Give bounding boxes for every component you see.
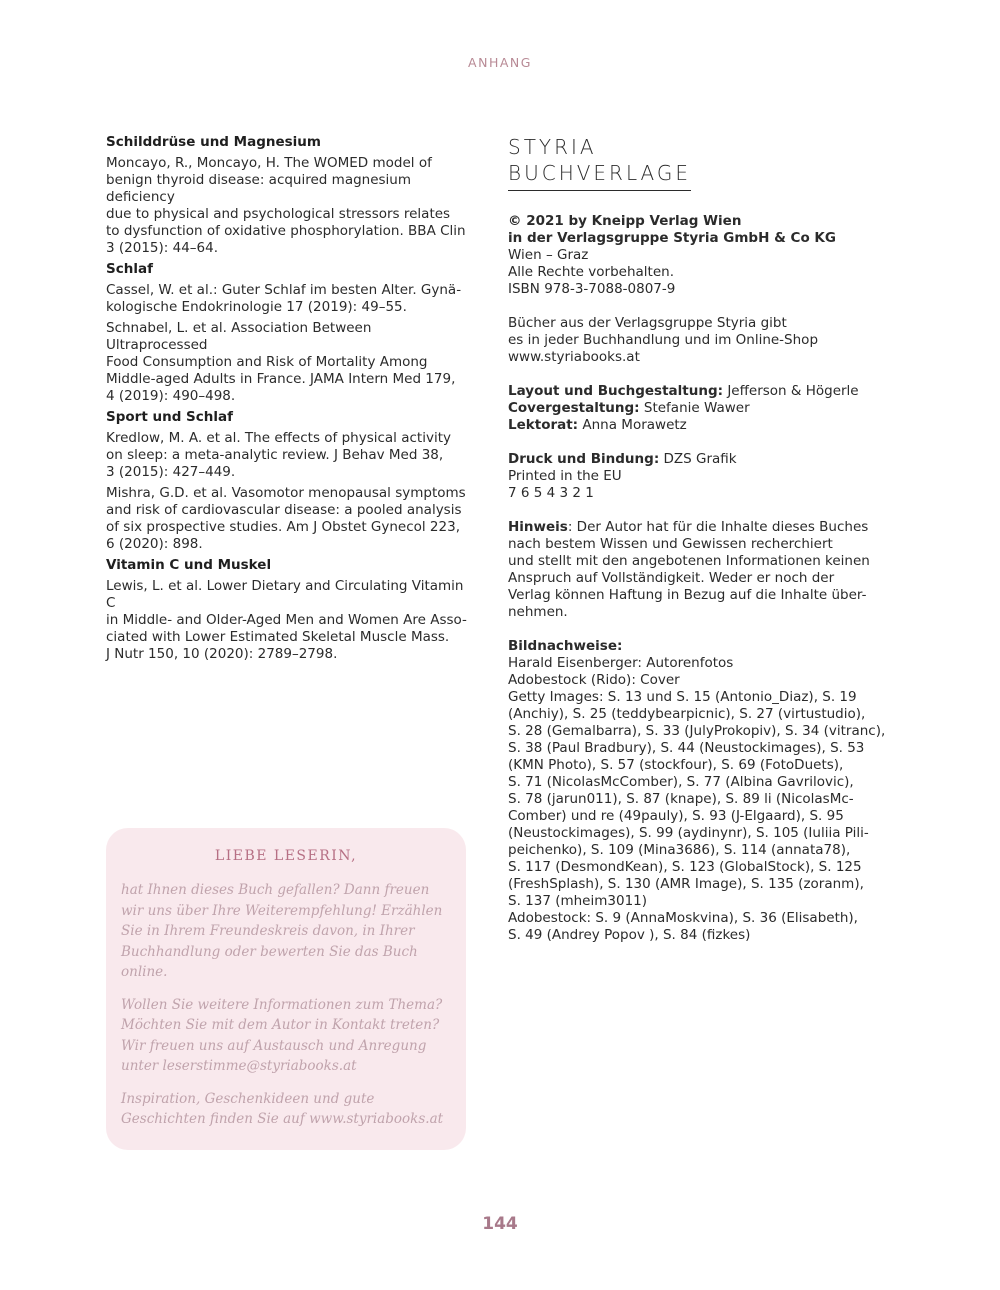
- copyright-block: [508, 213, 888, 298]
- reference-entry: Mishra, G.D. et al. Vasomotor menopausal symptoms and risk of cardiovascular disease: a pooled analysis of six prospective studies. Am J Obstet Gynecol 223, 6 (2020): 898.: [106, 485, 466, 552]
- cover-credit: [508, 400, 888, 417]
- reference-entry: Cassel, W. et al.: Guter Schlaf im besten Alter. Gynä- kologische Endokrinologie 17 (2019): 49–55.: [106, 282, 462, 315]
- editor-credit: [508, 417, 888, 434]
- reader-note-paragraph: Inspiration, Geschenkideen und gute Geschichten finden Sie auf www.styriabooks.at: [121, 1090, 444, 1127]
- section-label: ANHANG: [468, 55, 532, 70]
- reader-note-title: LIEBE LESERIN,: [214, 848, 358, 864]
- reference-entry: Moncayo, R., Moncayo, H. The WOMED model of benign thyroid disease: acquired magnesium deficiency due to physical and psychological stressors relates to dysfunction of oxidative phosphorylation. BBA Clin 3 (2015): 44–64.: [106, 155, 466, 256]
- credits-team-block: [508, 383, 888, 434]
- reference-entry: Schnabel, L. et al. Association Between Ultraprocessed Food Consumption and Risk of Mortality Among Middle-aged Adults in France. JAMA Intern Med 179, 4 (2019): 490–498.: [106, 320, 456, 404]
- imprint-column: [508, 134, 888, 961]
- logo-line: BUCHVERLAGE: [508, 161, 692, 185]
- credit-label: Covergestaltung:: [508, 400, 640, 416]
- credit-value: Stefanie Wawer: [639, 400, 750, 416]
- print-numbers: 7 6 5 4 3 2 1: [508, 485, 594, 501]
- credit-value: DZS Grafik: [659, 451, 737, 467]
- rights-line: Alle Rechte vorbehalten.: [508, 264, 674, 280]
- reference-group: [106, 409, 476, 553]
- publisher-group: in der Verlagsgruppe Styria GmbH & Co KG: [508, 230, 836, 246]
- page-number: 144: [482, 1214, 518, 1234]
- disclaimer-label: Hinweis: [508, 519, 568, 535]
- reference-entry: Kredlow, M. A. et al. The effects of physical activity on sleep: a meta-analytic review. J Behav Med 38, 3 (2015): 427–449.: [106, 430, 451, 480]
- credit-label: Lektorat:: [508, 417, 579, 433]
- logo-line: STYRIA: [508, 135, 597, 159]
- shop-info: Bücher aus der Verlagsgruppe Styria gibt es in jeder Buchhandlung und im Online-Shop www.styriabooks.at: [508, 315, 819, 365]
- reference-heading: Schlaf: [106, 261, 153, 277]
- reader-note-paragraph: hat Ihnen dieses Buch gefallen? Dann freuen wir uns über Ihre Weiterempfehlung! Erzählen Sie in Ihrem Freundeskreis davon, in Ihrer Buchhandlung oder bewerten Sie das Buch online.: [121, 882, 443, 980]
- credit-label: Druck und Bindung:: [508, 451, 660, 467]
- layout-credit: [508, 383, 888, 400]
- references-column: [106, 134, 476, 667]
- disclaimer: [508, 519, 888, 621]
- reference-heading: Vitamin C und Muskel: [106, 557, 272, 573]
- reference-group: [106, 134, 476, 257]
- disclaimer-block: [508, 519, 888, 621]
- image-credits-block: [508, 638, 888, 944]
- credit-value: Jefferson & Högerle: [723, 383, 859, 399]
- reference-entry: Lewis, L. et al. Lower Dietary and Circulating Vitamin C in Middle- and Older-Aged Men and Women Are Asso- ciated with Lower Estimated Skeletal Muscle Mass. J Nutr 150, 10 (2020): 2789–2798.: [106, 578, 467, 662]
- print-block: [508, 451, 888, 502]
- reference-group: [106, 557, 476, 663]
- reference-heading: Sport und Schlaf: [106, 409, 234, 425]
- reader-note-box: [106, 828, 466, 1150]
- image-credits-label: Bildnachweise:: [508, 638, 623, 654]
- publisher-city: Wien – Graz: [508, 247, 589, 263]
- isbn: ISBN 978-3-7088-0807-9: [508, 281, 676, 297]
- publisher-logo: [508, 134, 691, 191]
- printed-in: Printed in the EU: [508, 468, 622, 484]
- copyright-line: © 2021 by Kneipp Verlag Wien: [508, 213, 742, 229]
- print-credit: [508, 451, 888, 468]
- imprint: [508, 213, 888, 944]
- image-credits-text: Harald Eisenberger: Autorenfotos Adobestock (Rido): Cover Getty Images: S. 13 und S. 15 (Antonio_Diaz), S. 19 (Anchiy), S. 25 (teddybearpicnic), S. 27 (virtustudio), S. 28 (Gemalbarra), S. 33 (JulyProkopiv), S. 34 (vitranc), S. 38 (Paul Bradbury), S. 44 (Neustockimages), S. 53 (KMN Photo), S. 57 (stockfour), S. 69 (FotoDuets), S. 71 (NicolasMcComber), S. 77 (Albina Gavrilovic), S. 78 (jarun011), S. 87 (knape), S. 89 li (NicolasMc- Comber) und re (49pauly), S. 93 (J-Elgaard), S. 95 (Neustockimages), S. 99 (aydinynr), S. 105 (Iuliia Pili- peichenko), S. 109 (Mina3686), S. 114 (annata78), S. 117 (DesmondKean), S. 123 (GlobalStock), S. 125 (FreshSplash), S. 130 (AMR Image), S. 135 (zoranm), S. 137 (mheim3011) Adobestock: S. 9 (AnnaMoskvina), S. 36 (Elisabeth), S. 49 (Andrey Popov ), S. 84 (fizkes): [508, 655, 886, 943]
- shop-block: [508, 315, 888, 366]
- reader-note-paragraph: Wollen Sie weitere Informationen zum Thema? Möchten Sie mit dem Autor in Kontakt treten? Wir freuen uns auf Austausch und Anregung unter leserstimme@styriabooks.at: [121, 996, 443, 1074]
- credit-label: Layout und Buchgestaltung:: [508, 383, 724, 399]
- reference-group: [106, 261, 476, 405]
- disclaimer-text: : Der Autor hat für die Inhalte dieses Buches nach bestem Wissen und Gewissen recherchiert und stellt mit den angebotenen Informationen keinen Anspruch auf Vollständigkeit. Weder er noch der Verlag können Haftung in Bezug auf die Inhalte über- nehmen.: [508, 519, 870, 620]
- reference-heading: Schilddrüse und Magnesium: [106, 134, 321, 150]
- credit-value: Anna Morawetz: [578, 417, 687, 433]
